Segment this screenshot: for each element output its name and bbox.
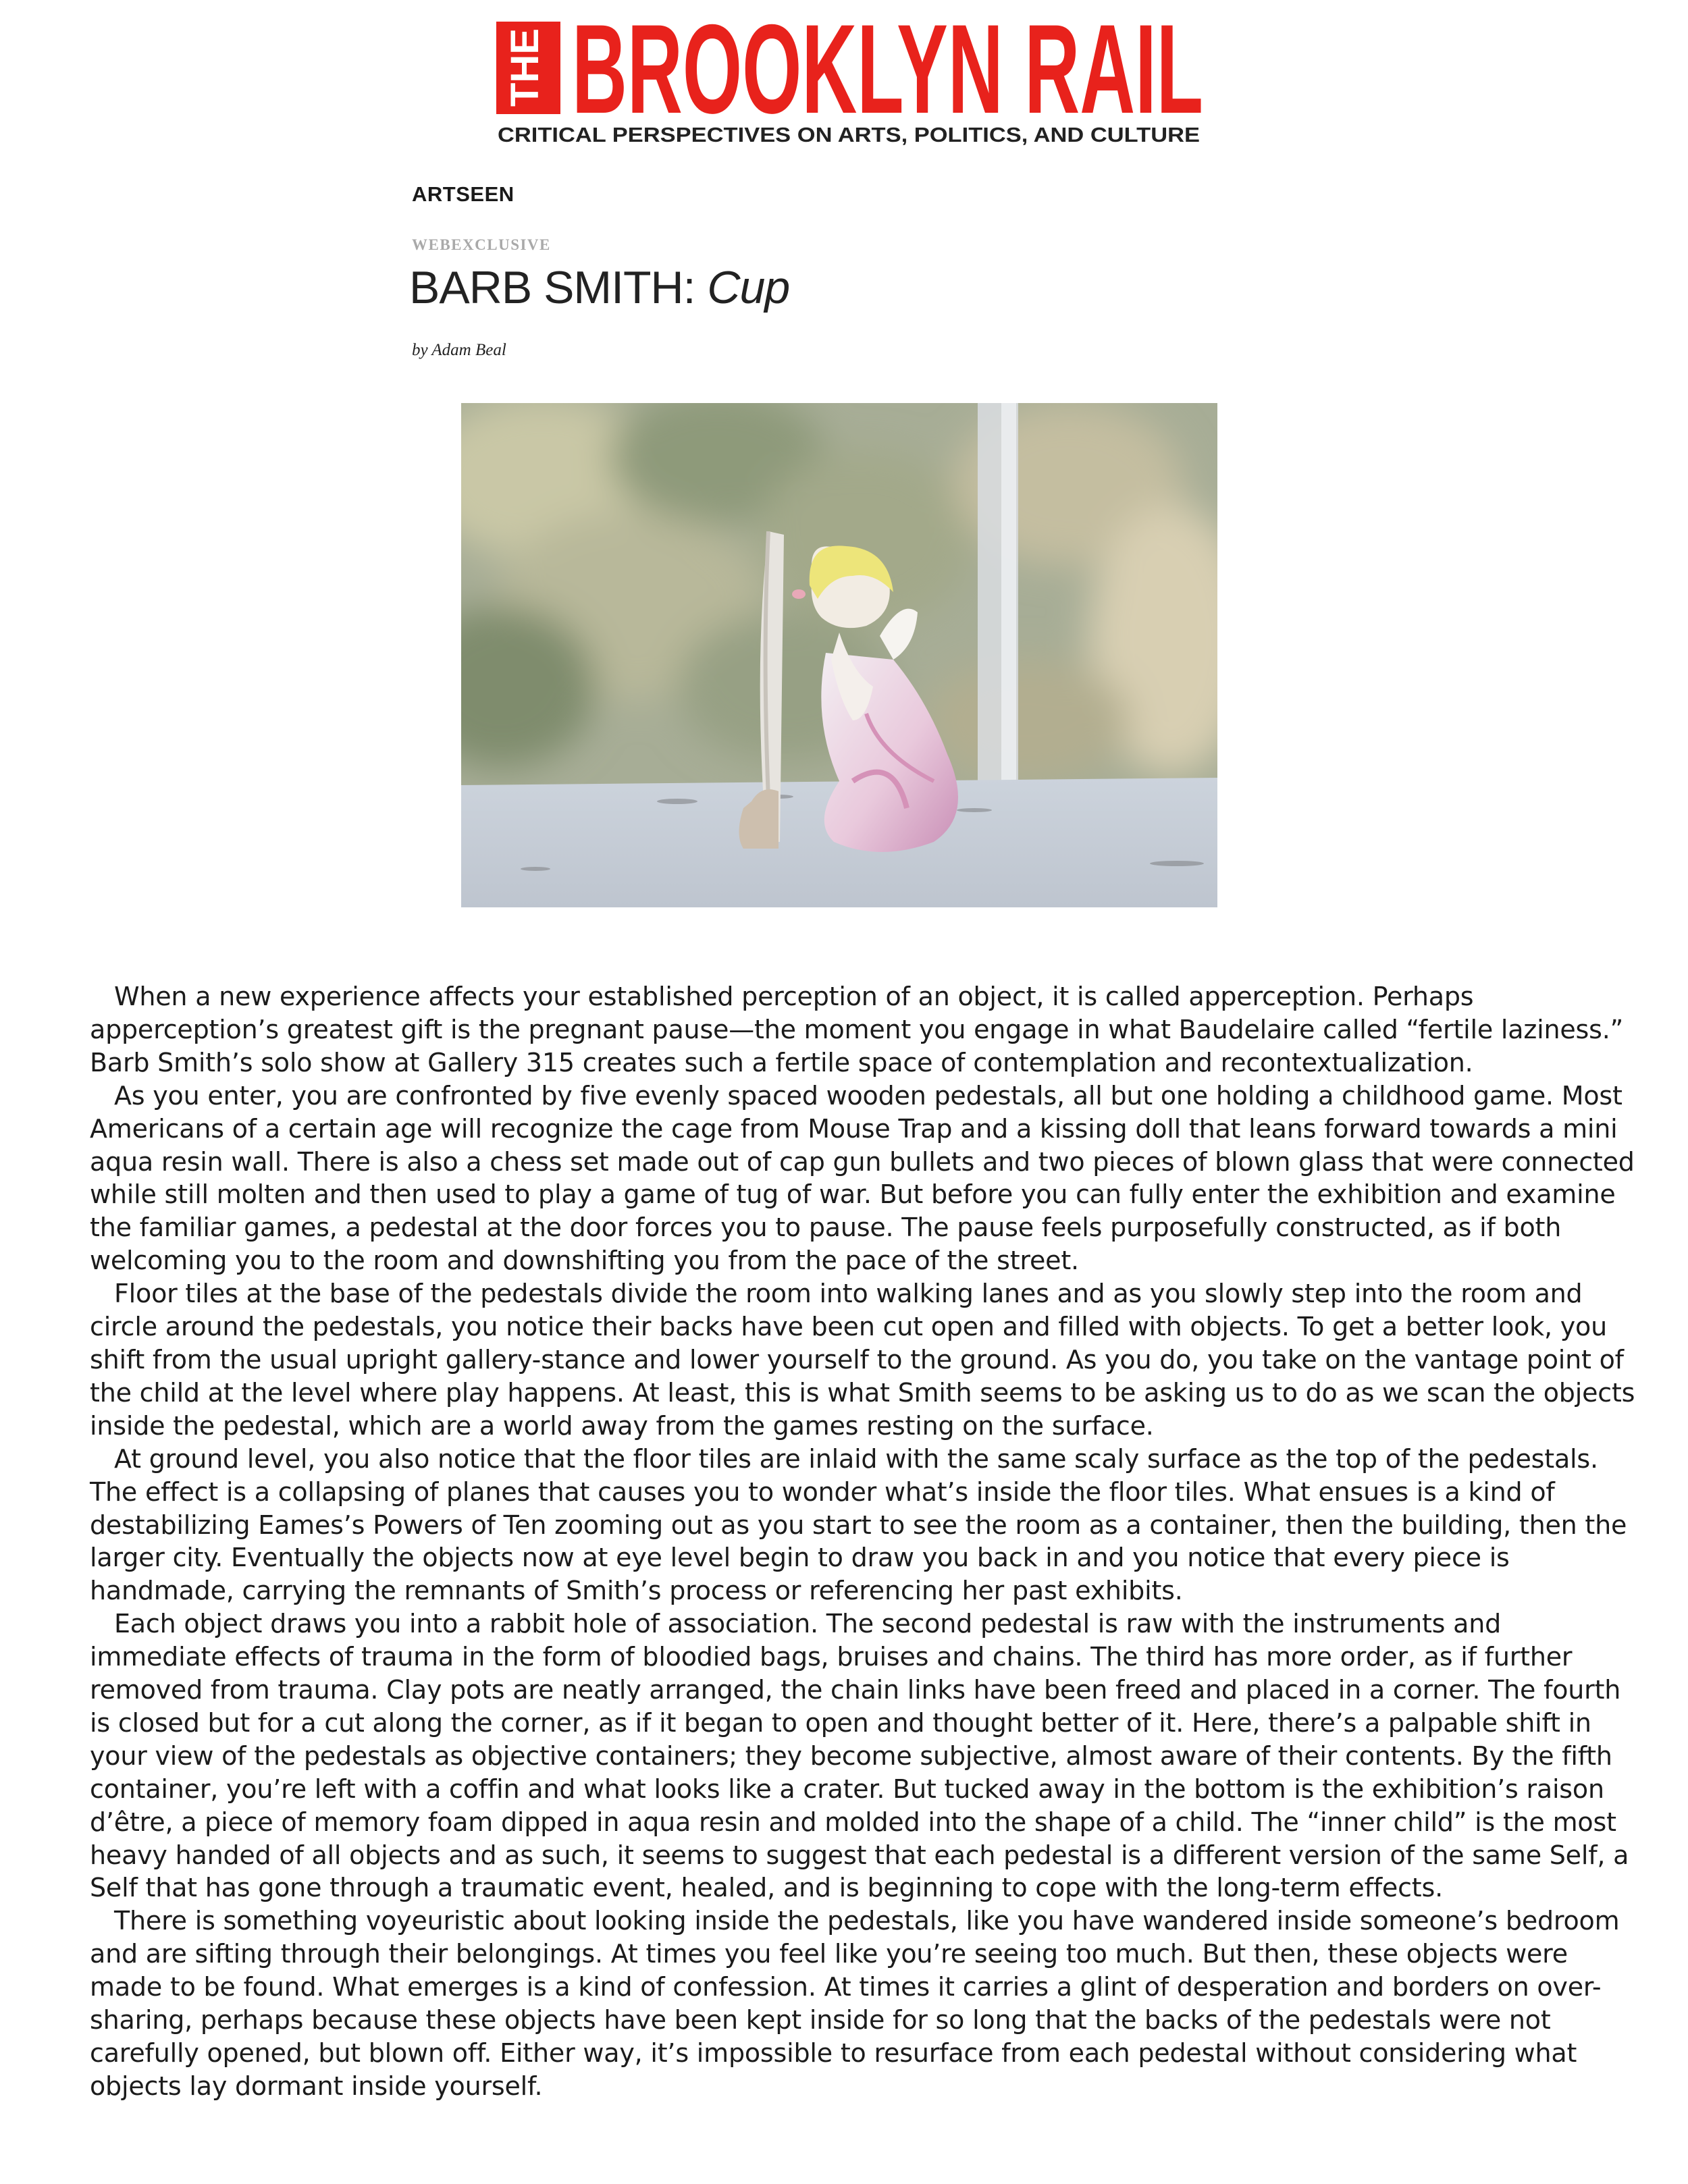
body-paragraph: Each object draws you into a rabbit hole of association. The second pedestal is raw with the instruments and immediate effects of trauma in the form of bloodied bags, bruises and chains. The third has more order, as if further removed from trauma. Clay pots are neatly arranged, the chain links have been freed and placed in a corner. The fourth is closed but for a cut along the corner, as if it began to open and thought better of it. Here, there’s a palpable shift in your view of the pedestals as objective containers; they become subjective, almost aware of their contents. By the fifth container, you’re left with a coffin and what looks like a crater. But tucked away in the bottom is the exhibition’s raison d’être, a piece of memory foam dipped in aqua resin and molded into the shape of a child. The “inner child” is the most heavy handed of all objects and as such, it seems to suggest that each pedestal is a different version of the same Self, a Self that has gone through a traumatic event, healed, and is beginning to cope with the long-term effects.: [90, 1609, 1629, 1903]
logo-the-text: THE: [503, 28, 547, 107]
body-paragraph: There is something voyeuristic about looking inside the pedestals, like you have wandered inside someone’s bedroom and are sifting through their belongings. At times you feel like you’re seeing too much. But then, these objects were made to be found. What emerges is a kind of confession. At times it carries a glint of desperation and borders on over-sharing, perhaps because these objects have been kept inside for so long that the backs of the pedestals were not carefully opened, but blown off. Either way, it’s impossible to resurface from each pedestal without considering what objects lay dormant inside yourself.: [90, 1906, 1620, 2101]
body-paragraph: Floor tiles at the base of the pedestals divide the room into walking lanes and as you slowly step into the room and circle around the pedestals, you notice their backs have been cut open and filled with objects. To get a better look, you shift from the usual upright gallery-stance and lower yourself to the ground. As you do, you take on the vantage point of the child at the level where play happens. At least, this is what Smith seems to be asking us to do as we scan the objects inside the pedestal, which are a world away from the games resting on the surface.: [90, 1279, 1635, 1441]
title-artist: BARB SMITH:: [409, 262, 708, 313]
title-work: Cup: [707, 262, 790, 313]
body-paragraph: When a new experience affects your established perception of an object, it is called apperception. Perhaps apperception’s greatest gift is the pregnant pause—the moment you engage in what Baudelaire called “fertile laziness.” Barb Smith’s solo show at Gallery 315 creates such a fertile space of contemplation and recontextualization.: [90, 982, 1624, 1077]
masthead-logo[interactable]: [496, 20, 1205, 149]
body-paragraph: At ground level, you also notice that the floor tiles are inlaid with the same scaly surface as the top of the pedestals. The effect is a collapsing of planes that causes you to wonder what’s inside the floor tiles. What ensues is a kind of destabilizing Eames’s Powers of Ten zooming out as you start to see the room as a container, then the building, then the larger city. Eventually the objects now at eye level begin to draw you back in and you notice that every piece is handmade, carrying the remnants of Smith’s process or referencing her past exhibits.: [90, 1443, 1627, 1606]
byline: by Adam Beal: [412, 341, 506, 359]
page-title: [409, 262, 790, 313]
kicker-label: WEBEXCLUSIVE: [412, 236, 551, 253]
article-body: [90, 980, 1643, 2103]
photo-kissing-doll-icon: [461, 403, 1217, 907]
hero-image: [461, 403, 1217, 907]
logo-tagline: CRITICAL PERSPECTIVES ON ARTS, POLITICS, AND CULTURE: [498, 123, 1200, 147]
section-label[interactable]: ARTSEEN: [412, 182, 515, 206]
body-paragraph: As you enter, you are confronted by five evenly spaced wooden pedestals, all but one holding a childhood game. Most Americans of a certain age will recognize the cage from Mouse Trap and a kissing doll that leans forward towards a mini aqua resin wall. There is also a chess set made out of cap gun bullets and two pieces of blown glass that were connected while still molten and then used to play a game of tug of war. But before you can fully enter the exhibition and examine the familiar games, a pedestal at the door forces you to pause. The pause feels purposefully constructed, as if both welcoming you to the room and downshifting you from the pace of the street.: [90, 1080, 1635, 1276]
logo-wordmark: BROOKLYN RAIL: [572, 20, 1203, 140]
brooklyn-rail-logo: [496, 20, 1205, 149]
